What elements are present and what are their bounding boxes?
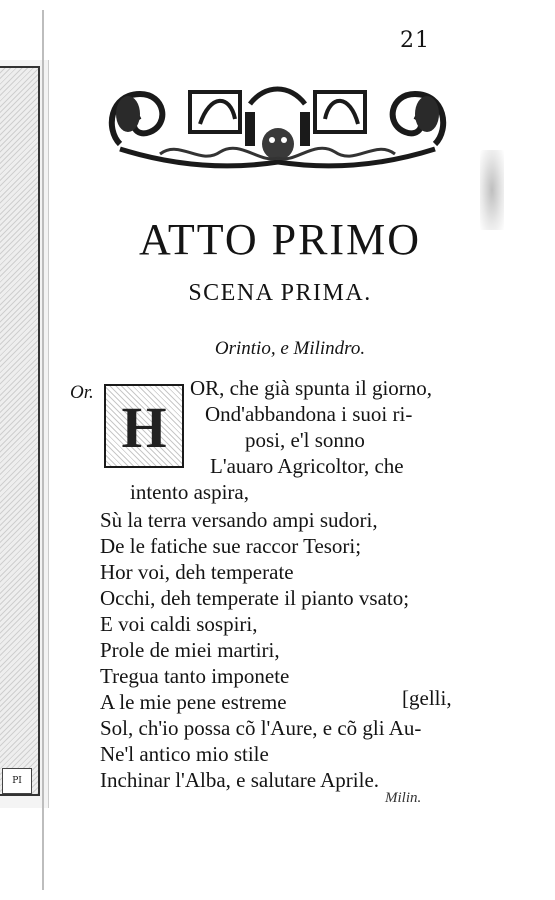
verse-line: posi, e'l sonno bbox=[245, 428, 365, 452]
verse-line: Prole de miei martiri, bbox=[100, 638, 280, 662]
verse-line: De le fatiche sue raccor Tesori; bbox=[100, 534, 362, 558]
verse-line: Hor voi, deh temperate bbox=[100, 560, 294, 584]
scene-title: SCENA PRIMA. bbox=[188, 280, 372, 306]
plate-cartouche: PI bbox=[2, 768, 32, 794]
speakers-line: Orintio, e Milindro. bbox=[214, 338, 366, 359]
drop-cap-letter: H bbox=[121, 395, 167, 460]
act-title: ATTO PRIMO bbox=[138, 215, 421, 264]
verse-line: Tregua tanto imponete bbox=[100, 664, 290, 688]
verse-line: A le mie pene estreme bbox=[100, 690, 287, 714]
speaker-tag: Or. bbox=[70, 382, 94, 403]
ornamental-headpiece bbox=[100, 74, 455, 176]
catchword: Milin. bbox=[385, 790, 422, 806]
verse-line: Sol, ch'io possa cõ l'Aure, e cõ gli Au- bbox=[100, 716, 422, 740]
page-number: 21 bbox=[400, 28, 430, 53]
drop-cap-initial bbox=[104, 384, 184, 468]
verse-line: OR, che già spunta il giorno, bbox=[190, 376, 433, 400]
verse-line: E voi caldi sospiri, bbox=[100, 612, 258, 636]
verse-line: Sù la terra versando ampi sudori, bbox=[100, 508, 378, 532]
verse-line: L'auaro Agricoltor, che bbox=[210, 454, 404, 478]
verse-line: Ond'abbandona i suoi ri- bbox=[205, 402, 413, 426]
verse-line: intento aspira, bbox=[130, 480, 249, 504]
turnover-fragment: [gelli, bbox=[402, 686, 452, 710]
verse-line: Inchinar l'Alba, e salutare Aprile. bbox=[100, 768, 380, 792]
facing-engraved-plate bbox=[0, 66, 40, 796]
verse-line: Occhi, deh temperate il pianto vsato; bbox=[100, 586, 410, 610]
verse-line: Ne'l antico mio stile bbox=[100, 742, 269, 766]
gutter-line bbox=[42, 10, 44, 890]
